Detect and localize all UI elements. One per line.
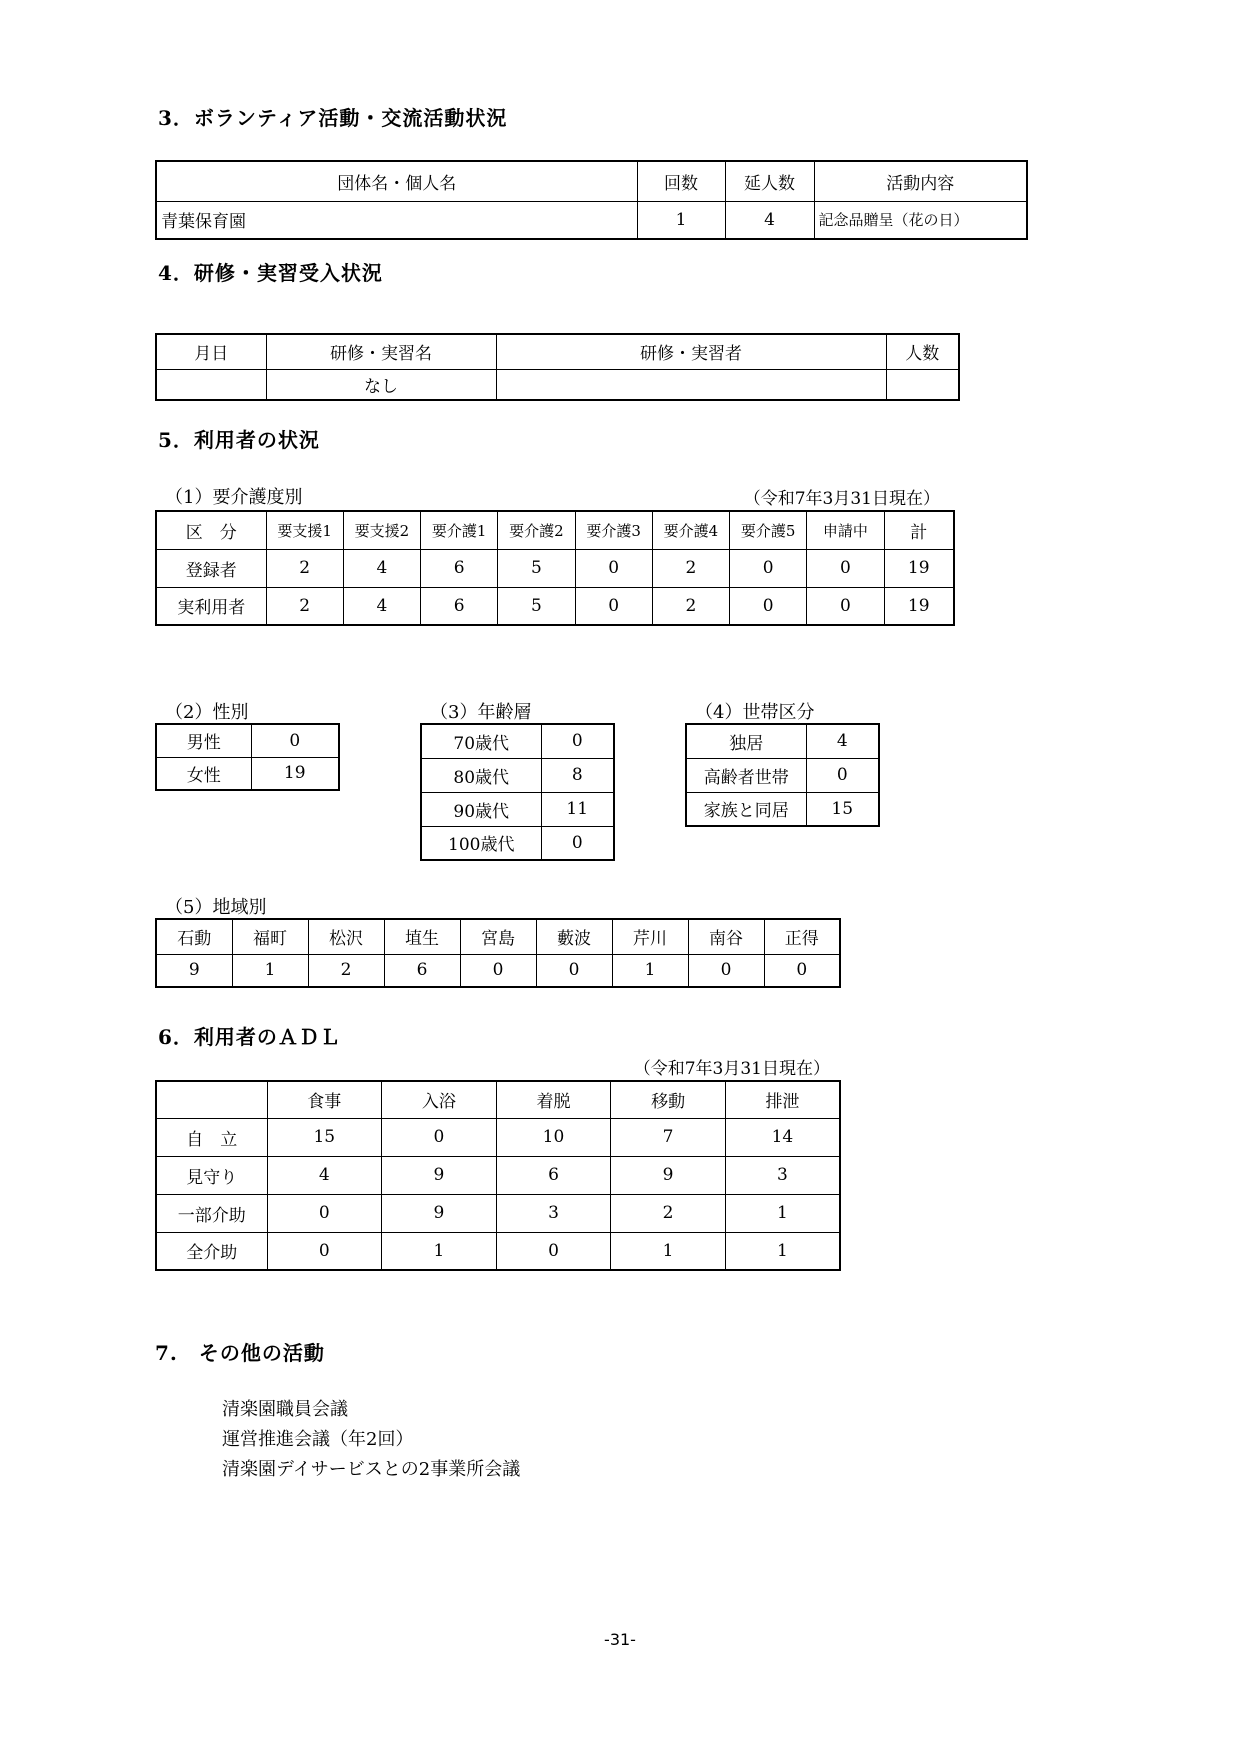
volunteer-table (155, 160, 1028, 240)
data-cell: 0 (496, 1232, 611, 1270)
header-cell: 福町 (232, 919, 308, 954)
header-cell: 申請中 (807, 511, 884, 549)
row-label-cell: 家族と同居 (686, 792, 806, 826)
data-cell: 14 (725, 1118, 840, 1156)
data-cell: 9 (382, 1194, 497, 1232)
page-number: -31- (604, 1630, 636, 1649)
header-cell: 埴生 (384, 919, 460, 954)
section-users-heading: 5．利用者の状況 (158, 428, 320, 452)
other-activity-line: 運営推進会議（年2回） (222, 1429, 414, 1450)
gender-table (155, 723, 340, 791)
region-table (155, 918, 841, 988)
header-cell: 移動 (611, 1081, 726, 1118)
row-label-cell: 80歳代 (421, 758, 541, 792)
data-cell: 0 (460, 954, 536, 987)
row-label-cell: 男性 (156, 724, 251, 757)
header-cell: 南谷 (688, 919, 764, 954)
data-cell: 青葉保育園 (156, 201, 637, 239)
gender-label: （2）性別 (165, 702, 249, 723)
header-cell: 要介護5 (730, 511, 807, 549)
row-label-cell: 90歳代 (421, 792, 541, 826)
data-cell: 4 (343, 587, 420, 625)
data-cell: 4 (725, 201, 814, 239)
row-label-cell: 一部介助 (156, 1194, 267, 1232)
row-label-cell: 70歳代 (421, 724, 541, 758)
household-row (686, 724, 879, 758)
data-cell: 1 (725, 1194, 840, 1232)
data-cell: 1 (382, 1232, 497, 1270)
row-label-cell: 見守り (156, 1156, 267, 1194)
data-cell: 1 (232, 954, 308, 987)
header-cell: 延人数 (725, 161, 814, 201)
header-cell: 要介護2 (498, 511, 575, 549)
header-cell: 入浴 (382, 1081, 497, 1118)
data-cell: 0 (267, 1232, 382, 1270)
header-cell: 藪波 (536, 919, 612, 954)
data-cell: 0 (807, 587, 884, 625)
care-level-label: （1）要介護度別 (165, 487, 303, 508)
data-cell: 0 (730, 587, 807, 625)
adl-row-full (156, 1232, 840, 1270)
care-level-header-row (156, 511, 954, 549)
data-cell: 3 (725, 1156, 840, 1194)
header-cell: 食事 (267, 1081, 382, 1118)
adl-row-partial (156, 1194, 840, 1232)
header-cell: 芹川 (612, 919, 688, 954)
gender-row (156, 724, 339, 757)
header-cell: 要支援2 (343, 511, 420, 549)
age-row (421, 792, 614, 826)
data-cell: 2 (611, 1194, 726, 1232)
data-cell: 0 (251, 724, 339, 757)
data-cell: 9 (156, 954, 232, 987)
adl-row-independent (156, 1118, 840, 1156)
data-cell (496, 369, 886, 400)
data-cell: 4 (343, 549, 420, 587)
data-cell: なし (266, 369, 496, 400)
data-cell: 2 (266, 587, 343, 625)
header-cell: 石動 (156, 919, 232, 954)
header-cell: 活動内容 (814, 161, 1027, 201)
data-cell: 2 (652, 587, 729, 625)
data-cell: 0 (764, 954, 840, 987)
header-cell: 人数 (886, 334, 959, 369)
age-label: （3）年齢層 (430, 702, 532, 723)
header-cell: 研修・実習者 (496, 334, 886, 369)
other-activity-line: 清楽園職員会議 (222, 1399, 348, 1420)
header-cell: 回数 (637, 161, 725, 201)
header-cell: 月日 (156, 334, 266, 369)
data-cell: 5 (498, 587, 575, 625)
data-cell: 19 (251, 757, 339, 790)
data-cell: 0 (382, 1118, 497, 1156)
data-cell: 1 (611, 1232, 726, 1270)
header-cell: 計 (884, 511, 954, 549)
data-cell: 10 (496, 1118, 611, 1156)
data-cell: 15 (806, 792, 879, 826)
data-cell: 5 (498, 549, 575, 587)
age-row (421, 724, 614, 758)
training-header-row (156, 334, 959, 369)
other-activity-line: 清楽園デイサービスとの2事業所会議 (222, 1459, 521, 1480)
region-data-row (156, 954, 840, 987)
volunteer-data-row (156, 201, 1027, 239)
header-cell: 要介護1 (421, 511, 498, 549)
region-header-row (156, 919, 840, 954)
data-cell: 0 (267, 1194, 382, 1232)
gender-row (156, 757, 339, 790)
age-row (421, 758, 614, 792)
section-adl-heading: 6．利用者のＡＤＬ (158, 1025, 341, 1049)
data-cell: 8 (541, 758, 614, 792)
section-volunteer-heading: 3．ボランティア活動・交流活動状況 (158, 106, 508, 130)
region-label: （5）地域別 (165, 897, 267, 918)
household-table (685, 723, 880, 827)
age-row (421, 826, 614, 860)
row-label-cell: 実利用者 (156, 587, 266, 625)
training-data-row (156, 369, 959, 400)
row-label-cell: 登録者 (156, 549, 266, 587)
row-label-cell: 100歳代 (421, 826, 541, 860)
row-label-cell: 女性 (156, 757, 251, 790)
header-cell: 排泄 (725, 1081, 840, 1118)
data-cell: 0 (541, 826, 614, 860)
volunteer-header-row (156, 161, 1027, 201)
section-training-heading: 4．研修・実習受入状況 (158, 261, 383, 285)
header-cell: 松沢 (308, 919, 384, 954)
data-cell: 6 (384, 954, 460, 987)
data-cell (886, 369, 959, 400)
household-row (686, 792, 879, 826)
header-cell: 区 分 (156, 511, 266, 549)
data-cell: 2 (308, 954, 384, 987)
data-cell: 4 (806, 724, 879, 758)
data-cell: 7 (611, 1118, 726, 1156)
data-cell: 1 (725, 1232, 840, 1270)
header-cell: 要介護3 (575, 511, 652, 549)
data-cell: 19 (884, 587, 954, 625)
header-cell: 要支援1 (266, 511, 343, 549)
row-label-cell: 自 立 (156, 1118, 267, 1156)
data-cell: 19 (884, 549, 954, 587)
row-label-cell: 全介助 (156, 1232, 267, 1270)
row-label-cell: 独居 (686, 724, 806, 758)
data-cell: 1 (637, 201, 725, 239)
data-cell: 1 (612, 954, 688, 987)
data-cell: 0 (688, 954, 764, 987)
age-table (420, 723, 615, 861)
household-row (686, 758, 879, 792)
data-cell: 0 (806, 758, 879, 792)
header-cell: 研修・実習名 (266, 334, 496, 369)
header-cell: 要介護4 (652, 511, 729, 549)
data-cell: 9 (382, 1156, 497, 1194)
data-cell: 9 (611, 1156, 726, 1194)
adl-table (155, 1080, 841, 1271)
data-cell: 0 (730, 549, 807, 587)
header-cell: 宮島 (460, 919, 536, 954)
data-cell: 0 (536, 954, 612, 987)
training-table (155, 333, 960, 401)
data-cell: 11 (541, 792, 614, 826)
data-cell: 6 (496, 1156, 611, 1194)
data-cell: 4 (267, 1156, 382, 1194)
data-cell: 15 (267, 1118, 382, 1156)
data-cell: 6 (421, 549, 498, 587)
data-cell: 3 (496, 1194, 611, 1232)
care-level-row-actual (156, 587, 954, 625)
data-cell: 0 (541, 724, 614, 758)
care-level-row-registered (156, 549, 954, 587)
adl-header-row (156, 1081, 840, 1118)
data-cell (156, 369, 266, 400)
row-label-cell: 高齢者世帯 (686, 758, 806, 792)
data-cell: 2 (266, 549, 343, 587)
header-cell (156, 1081, 267, 1118)
data-cell: 2 (652, 549, 729, 587)
adl-date-note: （令和7年3月31日現在） (633, 1059, 830, 1079)
data-cell: 0 (575, 587, 652, 625)
section-other-heading: 7. その他の活動 (155, 1341, 325, 1365)
header-cell: 着脱 (496, 1081, 611, 1118)
header-cell: 団体名・個人名 (156, 161, 637, 201)
adl-row-watch (156, 1156, 840, 1194)
data-cell: 0 (807, 549, 884, 587)
data-cell: 0 (575, 549, 652, 587)
household-label: （4）世帯区分 (695, 702, 815, 723)
data-cell: 記念品贈呈（花の日） (814, 201, 1027, 239)
care-level-date-note: （令和7年3月31日現在） (743, 489, 940, 509)
header-cell: 正得 (764, 919, 840, 954)
data-cell: 6 (421, 587, 498, 625)
care-level-table (155, 510, 955, 626)
